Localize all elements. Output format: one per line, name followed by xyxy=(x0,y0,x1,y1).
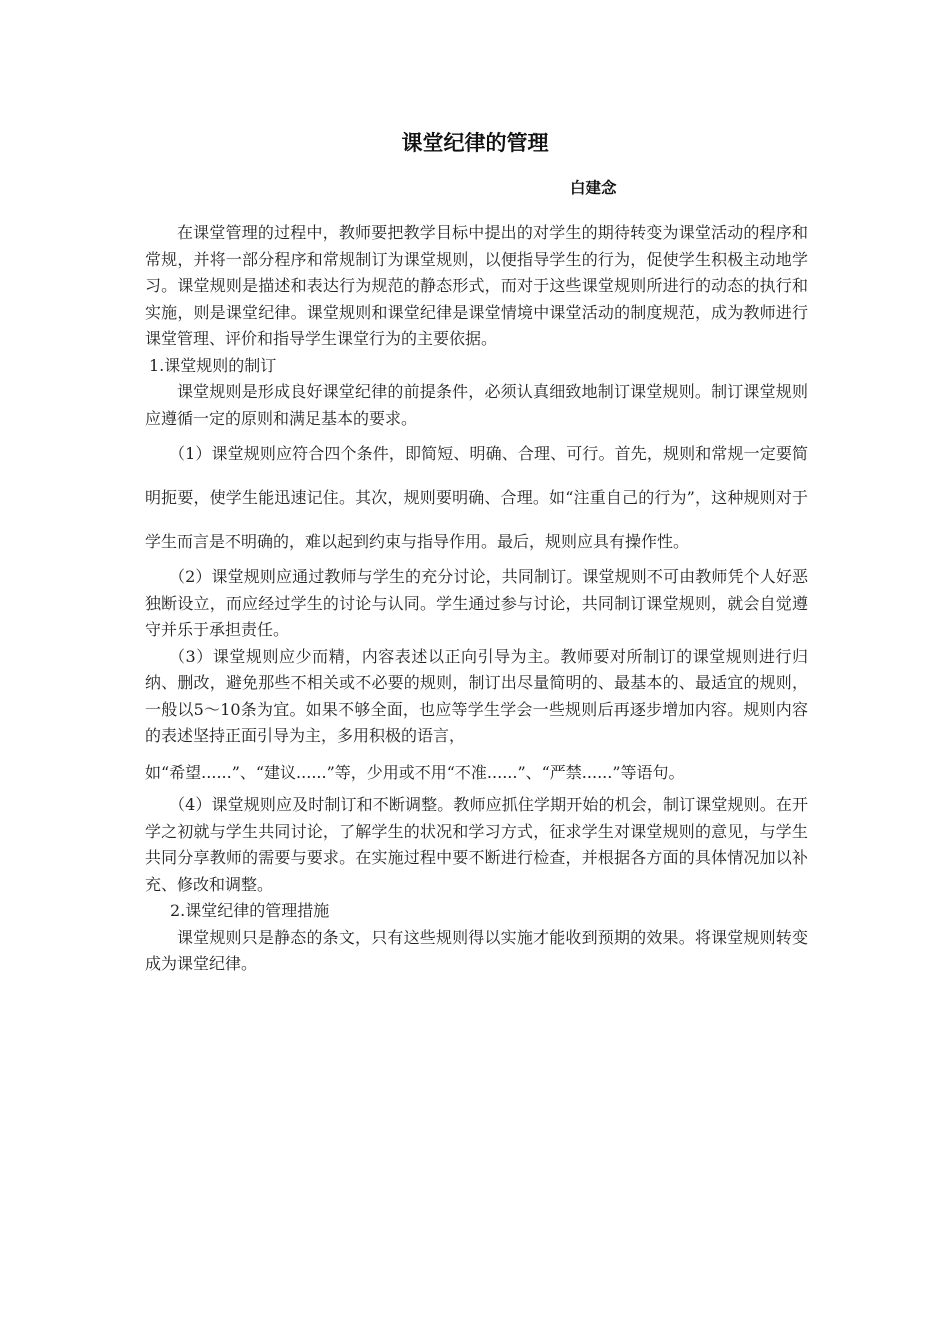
rule-item-2: （2）课堂规则应通过教师与学生的充分讨论，共同制订。课堂规则不可由教师凭个人好恶独断设立，而应经过学生的讨论与认同。学生通过参与讨论，共同制订课堂规则，就会自觉遵守并乐于承担责任。 xyxy=(145,567,808,639)
rule-item-3: （3）课堂规则应少而精，内容表述以正向引导为主。教师要对所制订的课堂规则进行归纳、删改，避免那些不相关或不必要的规则，制订出尽量简明的、最基本的、最适宜的规则，一般以5～10条为宜。如果不够全面，也应等学生学会一些规则后再逐步增加内容。规则内容的表述坚持正面引导为主，多用积极的语言， xyxy=(145,646,808,745)
section-1-paragraph: 课堂规则是形成良好课堂纪律的前提条件，必须认真细致地制订课堂规则。制订课堂规则应遵循一定的原则和满足基本的要求。 xyxy=(145,382,808,428)
rule-item-3-continued: 如“希望......”、“建议......”等，少用或不用“不准......”、“严禁......”等语句。 xyxy=(145,762,685,782)
document-body xyxy=(145,220,808,978)
rule-item-1: （1）课堂规则应符合四个条件，即简短、明确、合理、可行。首先，规则和常规一定要简明扼要，使学生能迅速记住。其次，规则要明确、合理。如“注重自己的行为”，这种规则对于学生而言是不明确的，难以起到约束与指导作用。最后，规则应具有操作性。 xyxy=(145,444,808,551)
author-name: 白建念 xyxy=(570,179,617,197)
rule-item-4: （4）课堂规则应及时制订和不断调整。教师应抓住学期开始的机会，制订课堂规则。在开学之初就与学生共同讨论，了解学生的状况和学习方式，征求学生对课堂规则的意见，与学生共同分享教师的需要与要求。在实施过程中要不断进行检查，并根据各方面的具体情况加以补充、修改和调整。 xyxy=(145,795,808,894)
section-2-paragraph: 课堂规则只是静态的条文，只有这些规则得以实施才能收到预期的效果。将课堂规则转变成为课堂纪律。 xyxy=(145,927,808,973)
document-title: 课堂纪律的管理 xyxy=(401,131,549,155)
section-heading-1: 1.课堂规则的制订 xyxy=(149,355,277,375)
intro-paragraph: 在课堂管理的过程中，教师要把教学目标中提出的对学生的期待转变为课堂活动的程序和常规，并将一部分程序和常规制订为课堂规则，以便指导学生的行为，促使学生积极主动地学习。课堂规则是描述和表达行为规范的静态形式，而对于这些课堂规则所进行的动态的执行和实施，则是课堂纪律。课堂规则和课堂纪律是课堂情境中课堂活动的制度规范，成为教师进行课堂管理、评价和指导学生课堂行为的主要依据。 xyxy=(145,223,808,348)
section-heading-2: 2.课堂纪律的管理措施 xyxy=(170,901,330,920)
